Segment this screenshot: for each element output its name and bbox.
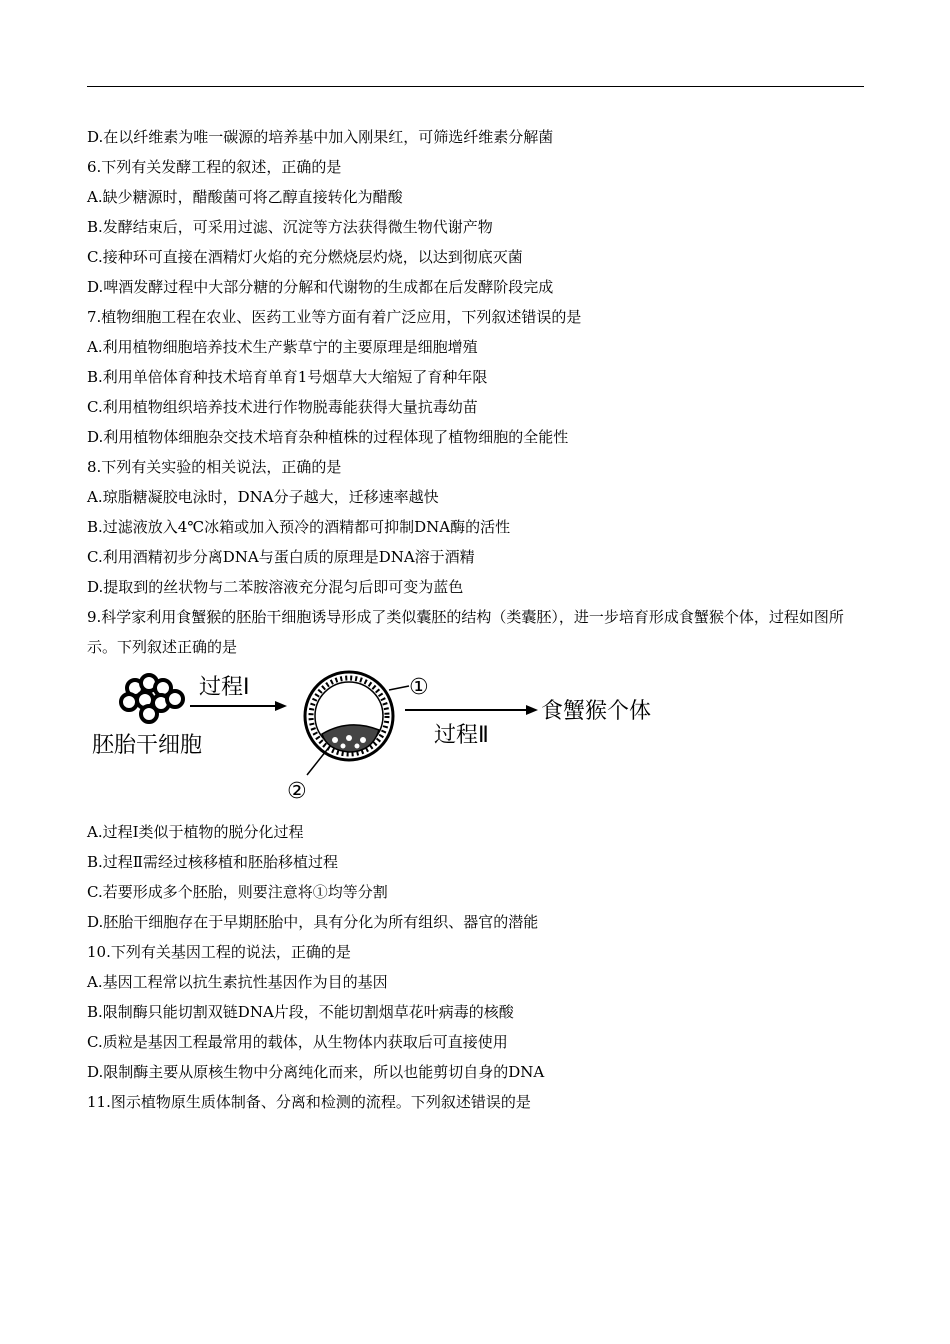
option-6d: D.啤酒发酵过程中大部分糖的分解和代谢物的生成都在后发酵阶段完成 [87, 278, 554, 296]
option-6b: B.发酵结束后，可采用过滤、沉淀等方法获得微生物代谢产物 [87, 218, 493, 236]
option-6c: C.接种环可直接在酒精灯火焰的充分燃烧层灼烧，以达到彻底灭菌 [87, 248, 523, 266]
option-10a: A.基因工程常以抗生素抗性基因作为目的基因 [87, 973, 388, 991]
question-6-stem: 6.下列有关发酵工程的叙述，正确的是 [87, 158, 342, 176]
blastoid-structure [305, 672, 393, 760]
option-8b: B.过滤液放入4℃冰箱或加入预冷的酒精都可抑制DNA酶的活性 [87, 518, 511, 536]
option-7d: D.利用植物体细胞杂交技术培育杂种植株的过程体现了植物细胞的全能性 [87, 428, 569, 446]
individual-label: 食蟹猴个体 [541, 699, 652, 724]
question-10-stem: 10.下列有关基因工程的说法，正确的是 [87, 943, 351, 961]
question-8-stem: 8.下列有关实验的相关说法，正确的是 [87, 458, 342, 476]
option-10b: B.限制酶只能切割双链DNA片段，不能切割烟草花叶病毒的核酸 [87, 1003, 514, 1021]
question-11-stem: 11.图示植物原生质体制备、分离和检测的流程。下列叙述错误的是 [87, 1093, 531, 1111]
option-8d: D.提取到的丝状物与二苯胺溶液充分混匀后即可变为蓝色 [87, 578, 464, 596]
option-7b: B.利用单倍体育种技术培育单育1号烟草大大缩短了育种年限 [87, 368, 488, 386]
marker-1: ① [409, 675, 429, 700]
process-2-arrowhead [526, 705, 538, 715]
blastoid-process-figure [87, 668, 687, 808]
option-9a: A.过程Ⅰ类似于植物的脱分化过程 [87, 823, 304, 841]
process-2-label: 过程Ⅱ [434, 723, 489, 748]
option-9c: C.若要形成多个胚胎，则要注意将①均等分割 [87, 883, 388, 901]
option-9d: D.胚胎干细胞存在于早期胚胎中，具有分化为所有组织、器官的潜能 [87, 913, 539, 931]
option-5d: D.在以纤维素为唯一碳源的培养基中加入刚果红，可筛选纤维素分解菌 [87, 128, 554, 146]
option-8c: C.利用酒精初步分离DNA与蛋白质的原理是DNA溶于酒精 [87, 548, 475, 566]
option-8a: A.琼脂糖凝胶电泳时，DNA分子越大，迁移速率越快 [87, 488, 439, 506]
marker-2-leader [307, 746, 330, 775]
stem-cell-label: 胚胎干细胞 [92, 733, 203, 758]
option-7a: A.利用植物细胞培养技术生产紫草宁的主要原理是细胞增殖 [87, 338, 478, 356]
option-6a: A.缺少糖源时，醋酸菌可将乙醇直接转化为醋酸 [87, 188, 403, 206]
option-10c: C.质粒是基因工程最常用的载体，从生物体内获取后可直接使用 [87, 1033, 508, 1051]
marker-2: ② [287, 779, 307, 804]
option-10d: D.限制酶主要从原核生物中分离纯化而来，所以也能剪切自身的DNA [87, 1063, 545, 1081]
stem-cell-cluster [121, 675, 183, 722]
header-rule [87, 86, 864, 87]
option-9b: B.过程Ⅱ需经过核移植和胚胎移植过程 [87, 853, 338, 871]
process-1-arrowhead [275, 701, 287, 711]
question-9-stem: 9.科学家利用食蟹猴的胚胎干细胞诱导形成了类似囊胚的结构（类囊胚），进一步培育形成食蟹猴个体，过程如图所示。下列叙述正确的是 [87, 608, 844, 656]
process-1-label: 过程Ⅰ [199, 675, 250, 700]
question-7-stem: 7.植物细胞工程在农业、医药工业等方面有着广泛应用，下列叙述错误的是 [87, 308, 582, 326]
option-7c: C.利用植物组织培养技术进行作物脱毒能获得大量抗毒幼苗 [87, 398, 478, 416]
marker-1-leader [389, 686, 409, 690]
